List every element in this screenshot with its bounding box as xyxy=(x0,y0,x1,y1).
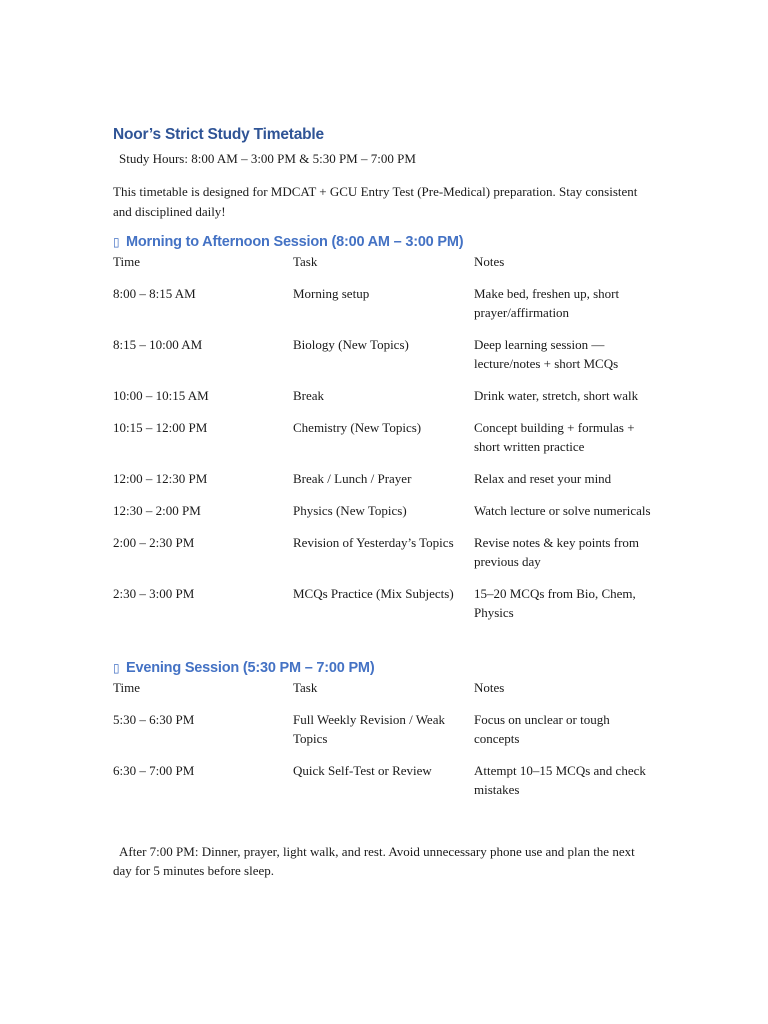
task-cell: MCQs Practice (Mix Subjects) xyxy=(293,586,454,601)
table-row xyxy=(113,710,653,761)
notes-cell: Make bed, freshen up, short prayer/affirmation xyxy=(474,286,620,320)
time-cell: 5:30 – 6:30 PM xyxy=(113,712,195,727)
task-cell: Morning setup xyxy=(293,286,370,301)
section-heading-text: Evening Session (5:30 PM – 7:00 PM) xyxy=(126,660,375,676)
notes-cell: Concept building + formulas + short written practice xyxy=(474,420,635,454)
task-cell: Full Weekly Revision / Weak Topics xyxy=(293,712,445,746)
column-header-task: Task xyxy=(293,680,318,695)
study-hours: Study Hours: 8:00 AM – 3:00 PM & 5:30 PM – 7:00 PM xyxy=(119,151,416,166)
footer-text: After 7:00 PM: Dinner, prayer, light walk, and rest. Avoid unnecessary phone use and plan the next day for 5 minutes before sleep. xyxy=(113,844,635,878)
missing-glyph-icon: ▯ xyxy=(113,235,120,249)
column-header-notes: Notes xyxy=(474,254,505,269)
table-header-row xyxy=(113,678,653,710)
time-cell: 10:00 – 10:15 AM xyxy=(113,388,209,403)
table-row xyxy=(113,335,653,386)
notes-cell: Deep learning session — lecture/notes + short MCQs xyxy=(474,337,619,371)
task-cell: Quick Self-Test or Review xyxy=(293,763,432,778)
table-row xyxy=(113,386,653,418)
notes-cell: Drink water, stretch, short walk xyxy=(474,388,639,403)
time-cell: 12:00 – 12:30 PM xyxy=(113,471,208,486)
task-cell: Biology (New Topics) xyxy=(293,337,409,352)
evening-timetable xyxy=(113,678,653,812)
section-heading-text: Morning to Afternoon Session (8:00 AM – 3:00 PM) xyxy=(126,234,464,250)
section-heading-evening xyxy=(113,658,653,678)
time-cell: 12:30 – 2:00 PM xyxy=(113,503,201,518)
time-cell: 2:30 – 3:00 PM xyxy=(113,586,195,601)
time-cell: 6:30 – 7:00 PM xyxy=(113,763,195,778)
column-header-task: Task xyxy=(293,254,318,269)
notes-cell: Revise notes & key points from previous day xyxy=(474,535,640,569)
table-row xyxy=(113,418,653,469)
task-cell: Chemistry (New Topics) xyxy=(293,420,422,435)
missing-glyph-icon: ▯ xyxy=(113,661,120,675)
table-row xyxy=(113,284,653,335)
table-row xyxy=(113,469,653,501)
time-cell: 8:00 – 8:15 AM xyxy=(113,286,196,301)
document-page xyxy=(113,124,653,880)
page-title: Noor’s Strict Study Timetable xyxy=(113,126,324,143)
task-cell: Physics (New Topics) xyxy=(293,503,407,518)
table-row xyxy=(113,761,653,812)
column-header-notes: Notes xyxy=(474,680,505,695)
task-cell: Break / Lunch / Prayer xyxy=(293,471,412,486)
notes-cell: Attempt 10–15 MCQs and check mistakes xyxy=(474,763,646,797)
column-header-time: Time xyxy=(113,680,140,695)
time-cell: 2:00 – 2:30 PM xyxy=(113,535,195,550)
section-heading-morning xyxy=(113,232,653,252)
table-row xyxy=(113,533,653,584)
notes-cell: Relax and reset your mind xyxy=(474,471,612,486)
table-header-row xyxy=(113,252,653,284)
notes-cell: Focus on unclear or tough concepts xyxy=(474,712,610,746)
intro-paragraph: This timetable is designed for MDCAT + GCU Entry Test (Pre-Medical) preparation. Stay consistent and disciplined daily! xyxy=(113,184,638,219)
time-cell: 8:15 – 10:00 AM xyxy=(113,337,203,352)
table-row xyxy=(113,501,653,533)
column-header-time: Time xyxy=(113,254,140,269)
notes-cell: Watch lecture or solve numericals xyxy=(474,503,651,518)
task-cell: Break xyxy=(293,388,325,403)
task-cell: Revision of Yesterday’s Topics xyxy=(293,535,454,550)
notes-cell: 15–20 MCQs from Bio, Chem, Physics xyxy=(474,586,636,620)
time-cell: 10:15 – 12:00 PM xyxy=(113,420,208,435)
table-row xyxy=(113,584,653,635)
morning-timetable xyxy=(113,252,653,635)
footer-note xyxy=(113,842,653,880)
